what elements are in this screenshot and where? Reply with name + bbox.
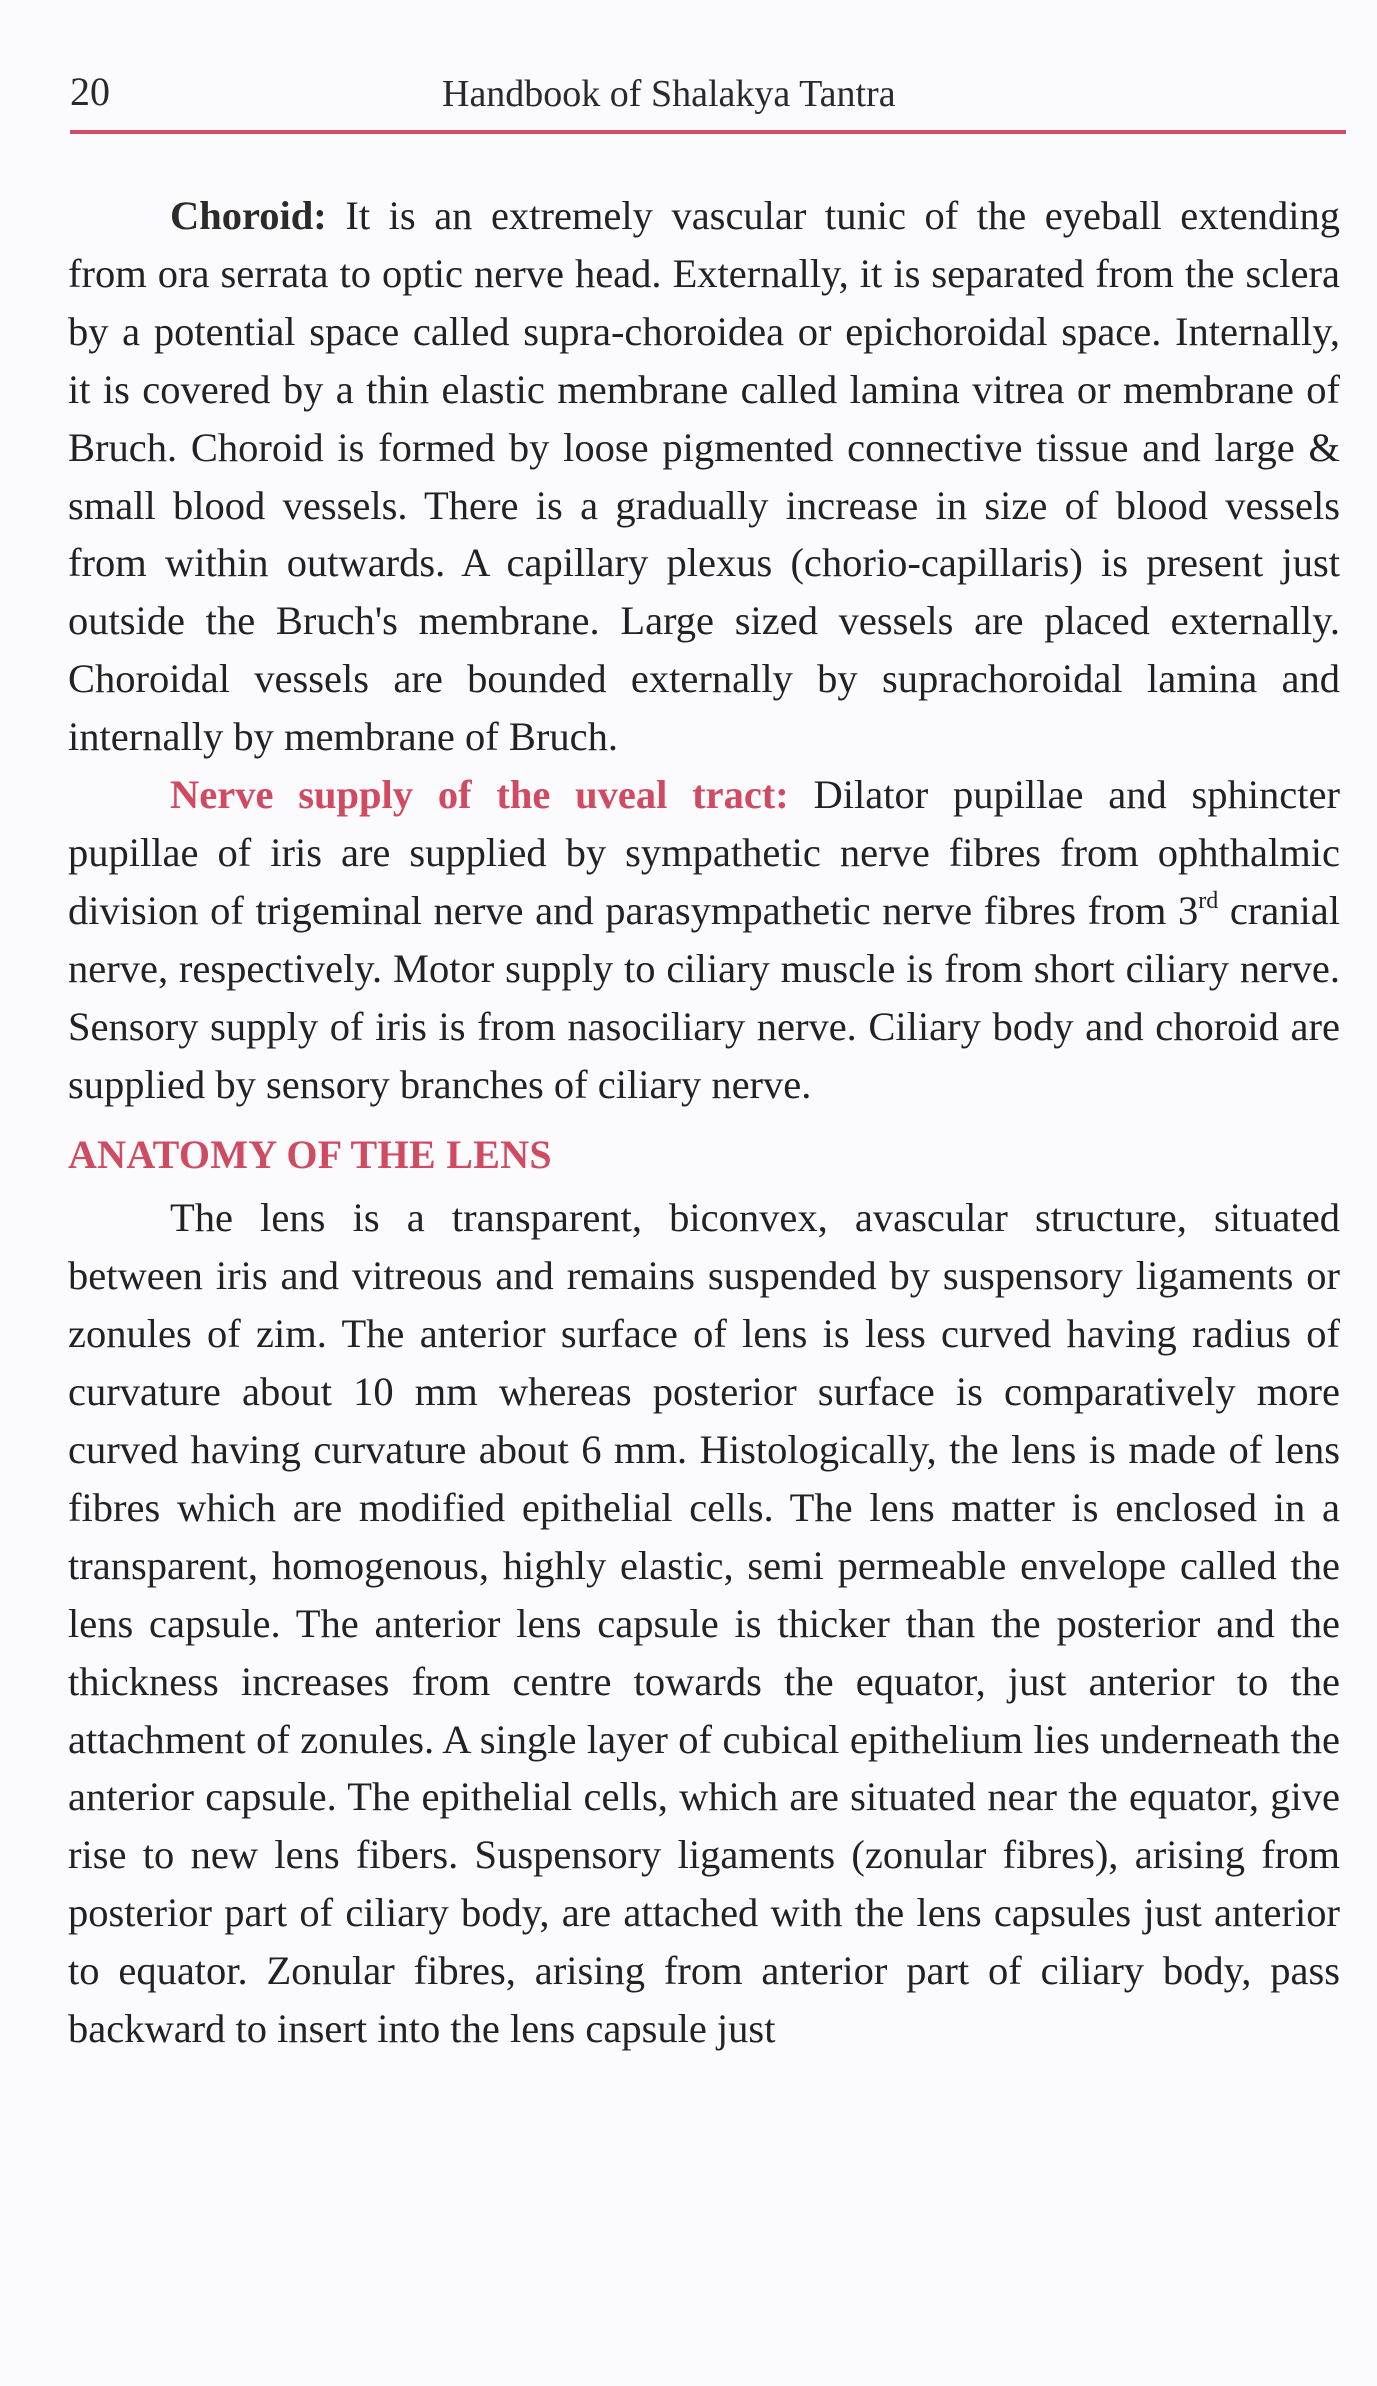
nerve-supply-paragraph — [68, 766, 1340, 1113]
lens-paragraph: The lens is a transparent, biconvex, avascular structure, situated between iris and vitreous and remains suspended by suspensory ligaments or zonules of zim. The anterior surface of lens is less curved having radius of curvature about 10 mm whereas posterior surface is comparatively more curved having curvature about 6 mm. Histologically, the lens is made of lens fibres which are modified epithelial cells. The lens matter is enclosed in a transparent, homogenous, highly elastic, semi permeable envelope called the lens capsule. The anterior lens capsule is thicker than the posterior and the thickness increases from centre towards the equator, just anterior to the attachment of zonules. A single layer of cubical epithelium lies underneath the anterior capsule. The epithelial cells, which are situated near the equator, give rise to new lens fibers. Suspensory ligaments (zonular fibres), arising from posterior part of ciliary body, are attached with the lens capsules just anterior to equator. Zonular fibres, arising from anterior part of ciliary body, pass backward to insert into the lens capsule just — [68, 1195, 1340, 2052]
nerve-supply-text-2: cranial nerve, respectively. Motor supply to ciliary muscle is from short ciliary nerve. Sensory supply of iris is from nasociliary nerve. Ciliary body and choroid are supplied by sensory branches of ciliary nerve. — [68, 887, 1340, 1107]
running-head — [70, 58, 1345, 118]
nerve-supply-heading: Nerve supply of the uveal tract: — [170, 772, 789, 818]
body-text — [68, 187, 1340, 2058]
running-title: Handbook of Shalakya Tantra — [442, 73, 896, 115]
nerve-supply-text-1: Dilator pupillae and sphincter pupillae of iris are supplied by sympathetic nerve fibres from ophthalmic division of trigeminal nerve and parasympathetic nerve fibres from 3 — [68, 772, 1340, 933]
header-rule — [70, 130, 1346, 134]
choroid-heading: Choroid: — [170, 193, 327, 238]
choroid-paragraph — [68, 187, 1340, 766]
choroid-text: It is an extremely vascular tunic of the eyeball extending from ora serrata to optic nerve head. Externally, it is separated from the sclera by a potential space called supra-choroidea or epichoroidal space. Internally, it is covered by a thin elastic membrane called lamina vitrea or membrane of Bruch. Choroid is formed by loose pigmented connective tissue and large & small blood vessels. There is a gradually increase in size of blood vessels from within outwards. A capillary plexus (chorio-capillaris) is present just outside the Bruch's membrane. Large sized vessels are placed externally. Choroidal vessels are bounded externally by suprachoroidal lamina and internally by membrane of Bruch. — [68, 193, 1340, 760]
page-number: 20 — [70, 69, 110, 114]
ordinal-superscript: rd — [1198, 887, 1219, 914]
lens-section-heading: ANATOMY OF THE LENS — [68, 1131, 552, 1177]
